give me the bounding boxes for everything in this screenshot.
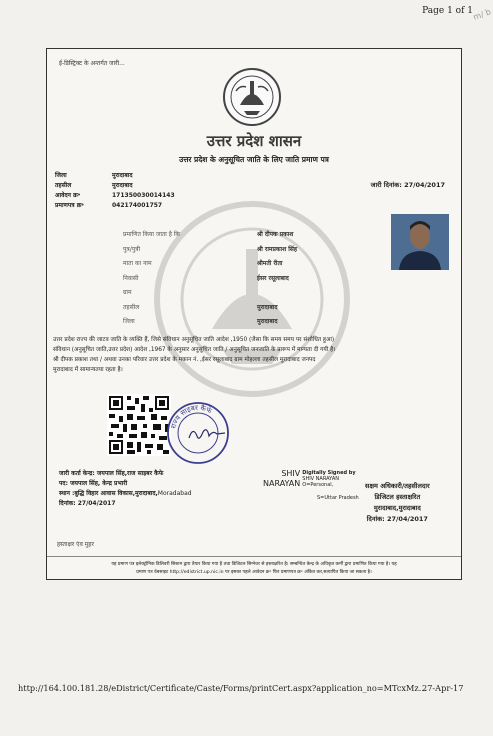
detail-row-resident <box>123 271 297 286</box>
print-url: http://164.100.181.28/eDistrict/Certificate/Caste/Forms/printCert.aspx?application_no=MTcxMz... <box>18 683 427 693</box>
header-note: ई-डिस्ट्रिक्ट के अन्तर्गत जारी... <box>59 60 125 67</box>
detail-row-village <box>123 285 297 300</box>
page-number: Page 1 of 1 <box>422 6 473 16</box>
signer-name-line1: SHIV <box>281 469 301 478</box>
detail-value: ईसर रसूलाबाद <box>257 274 289 282</box>
applicant-photo <box>391 214 449 270</box>
corner-handwriting: m/ b <box>471 7 492 22</box>
certification-paragraph <box>53 335 455 375</box>
detail-label: माता का नाम <box>123 260 152 268</box>
signature-info <box>302 470 355 488</box>
handwritten-signature-icon <box>187 424 227 444</box>
detail-row-district <box>123 314 297 329</box>
detail-value: मुरादाबाद <box>257 303 278 311</box>
issuer-center: जारी कर्ता केन्द्र: जयपाल सिंह,राज साइबर कैफे <box>59 470 164 477</box>
detail-label: तहसील <box>123 303 140 311</box>
footnote <box>55 561 453 577</box>
detail-row-tehsil <box>123 300 297 315</box>
paragraph-line: मुरादाबाद में सामान्यतया रहता है। <box>53 367 123 373</box>
meta-block <box>55 170 175 210</box>
meta-value: मुरादाबाद <box>112 172 133 179</box>
signature-state: S=Uttar Pradesh <box>317 495 359 501</box>
detail-row-name <box>123 227 297 242</box>
issuer-post: पद: जयपाल सिंह, केन्द्र प्रभारी <box>59 480 128 487</box>
signature-label: हस्ताक्षर एंव मुहर <box>57 541 94 548</box>
detail-label: ग्राम <box>123 289 132 297</box>
meta-label: तहसील <box>55 182 72 189</box>
meta-value: 042174001757 <box>112 201 163 209</box>
person-photo-icon <box>391 214 449 270</box>
certificate-title: उत्तर प्रदेश शासन <box>206 132 302 150</box>
signer-name-line2: NARAYAN <box>263 479 301 488</box>
meta-row-application-no <box>55 190 175 200</box>
paragraph-line: उत्तर प्रदेश राज्य की जाटव जाति के व्यक्ति हैं, जिसे संविधान अनुसूचित जाति आदेश ,1950 (जैसा कि समय समय पर संशोधित हुआ) <box>53 337 335 343</box>
detail-label: प्रमाणित किया जाता है कि <box>123 231 181 239</box>
meta-value: मुरादाबाद <box>112 182 133 189</box>
meta-label: आवेदन क्र॰ <box>55 192 81 199</box>
issuer-place <box>59 489 192 499</box>
authority-place: मुरादाबाद,मुरादाबाद <box>373 504 421 512</box>
meta-value: 171350030014143 <box>112 191 175 199</box>
detail-label: पुत्र/पुत्री <box>123 245 141 253</box>
certificate <box>46 48 462 580</box>
up-emblem-icon <box>222 67 282 127</box>
detail-label: जिला <box>123 318 135 326</box>
paragraph-line: संविधान (अनुसूचित जाति,उत्तर प्रदेश) आदेश ,1967 के अनुसार अनुसूचित जाति / अनुसूचित जनजाति के प्रारूप में मान्यता दी गयी है। <box>53 347 336 353</box>
meta-label: प्रमाणपत्र क्र॰ <box>55 202 84 209</box>
meta-label: जिला <box>55 172 67 179</box>
certificate-subtitle: उत्तर प्रदेश के अनुसूचित जाति के लिए जाति प्रमाण पत्र <box>179 155 329 164</box>
signer-name <box>263 469 300 489</box>
detail-row-mother <box>123 256 297 271</box>
signature-info-line: SHIV NARAYAN <box>302 476 339 482</box>
detail-value: मुरादाबाद <box>257 318 278 326</box>
issuer-date: दिनांक: 27/04/2017 <box>59 500 116 507</box>
issue-date: जारी दिनांक: 27/04/2017 <box>370 181 445 189</box>
digital-signature <box>263 469 359 501</box>
meta-row-certificate-no <box>55 200 175 210</box>
signature-info-line: Digitally Signed by <box>302 470 356 476</box>
authority-title: सक्षम अधिकारी/तहसीलदार <box>365 482 430 490</box>
meta-row-tehsil <box>55 180 175 190</box>
print-date: 27-Apr-17 <box>422 683 464 693</box>
meta-row-district <box>55 170 175 180</box>
issuer-place-city: Moradabad <box>157 490 192 497</box>
paragraph-line: श्री दीपक प्रकाश तथा / अथवा उनका परिवार उत्तर प्रदेश के मकान नं. ,ईसर रसूलाबाद ग्राम मोहल्ला तहसील मुरादाबाद जनपद <box>53 357 316 363</box>
details-block <box>123 227 297 329</box>
qr-code-icon <box>107 394 171 456</box>
issuer-place-label: स्थान :बुद्धि विहार आवास विकास,मुरादाबाद, <box>59 490 158 497</box>
stamp-text: राज्य साइबर कैफे <box>169 403 214 430</box>
authority-date: दिनांक: 27/04/2017 <box>366 515 428 523</box>
footnote-line: यह प्रमाण पत्र इलेक्ट्रॉनिक डिलिवरी सिस्टम द्वारा तैयार किया गया है तथा डिजिटल सिग्नेचर से हस्ताक्षरित है। सम्बन्धित केन्द्र के अधिकृत कर्मी द्वारा प्रमाणित किया गया है। यह <box>111 562 397 567</box>
footnote-line: प्रमाण पत्र वेबसाइट http://edistrict.up.nic.in पर इसका पहले आवेदन क्र॰ फिर प्रमाणपत्र क्र॰ अंकित कर,सत्यापित किया जा सकता है। <box>136 570 372 575</box>
detail-value: श्री दीपक प्रकाश <box>257 231 294 239</box>
detail-value: श्रीमती रीता <box>257 260 283 268</box>
signature-info-line: O=Personal, <box>302 482 334 488</box>
authority-block <box>365 481 430 525</box>
authority-signed: डिजिटल हस्ताक्षरित <box>374 493 421 501</box>
detail-row-father <box>123 242 297 257</box>
detail-label: निवासी <box>123 274 139 282</box>
detail-value: श्री रामप्रकाश सिंह <box>257 245 298 253</box>
footer-divider <box>47 556 461 557</box>
issuer-block <box>59 469 192 509</box>
